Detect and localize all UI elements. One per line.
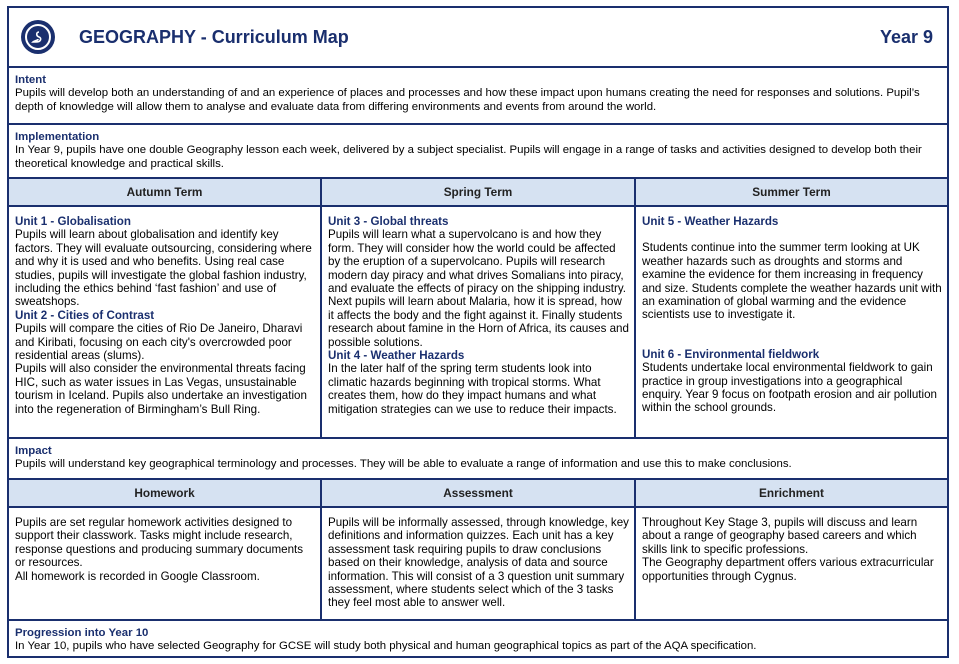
progression-heading: Progression into Year 10 bbox=[15, 627, 149, 639]
terms-body-row bbox=[9, 207, 947, 439]
page-header bbox=[9, 8, 947, 68]
impact-text: Pupils will understand key geographical terminology and processes. They will be able to evaluate a range of information and use this to make conclusions. bbox=[15, 458, 792, 471]
homework-header: Homework bbox=[9, 480, 322, 506]
homework-cell: Pupils are set regular homework activities designed to support their classwork. Tasks might include research, response questions and producing summary documents or resources. All homework is recorded in Google Classroom. bbox=[9, 508, 322, 619]
extras-header-row bbox=[9, 480, 947, 508]
impact-heading: Impact bbox=[15, 445, 52, 457]
unit-title: Unit 5 - Weather Hazards bbox=[642, 215, 779, 228]
implementation-heading: Implementation bbox=[15, 131, 100, 143]
assessment-cell: Pupils will be informally assessed, through knowledge, key definitions and information quizzes. Each unit has a key assessment task requiring pupils to draw conclusions based on their knowledge, analysis of data and source information. This will consist of a 3 question unit summary assessment, where students select which of the 3 tasks they feel most able to answer well. bbox=[322, 508, 636, 619]
intent-text: Pupils will develop both an understanding of and an experience of places and processes and how these impact upon humans creating the need for responses and solutions. Pupil’s depth of knowledge will allow them to analyse and evaluate data from differing environments and events from around the world. bbox=[15, 87, 920, 113]
intent-heading: Intent bbox=[15, 74, 47, 86]
curriculum-map bbox=[7, 6, 949, 658]
unit-title: Unit 6 - Environmental fieldwork bbox=[642, 347, 820, 361]
unit-title: Unit 4 - Weather Hazards bbox=[328, 349, 465, 363]
unit-text: Pupils will learn about globalisation and identify key factors. They will evaluate outsourcing, considering where and why it is used and who benefits. Using real case studies, pupils will investigate the global fashion industry, including the ethics behind ‘fast fashion’ and use of sweatshops. bbox=[15, 228, 312, 309]
spring-term-header: Spring Term bbox=[322, 179, 636, 205]
extras-body-row bbox=[9, 508, 947, 621]
unit-text: In the later half of the spring term students look into climatic hazards beginning with tropical storms. What creates them, how do they impact humans and what mitigation strategies can we use to reduce their impacts. bbox=[328, 362, 617, 416]
summer-term-header: Summer Term bbox=[752, 185, 831, 199]
page-title: GEOGRAPHY - Curriculum Map bbox=[79, 26, 349, 47]
assessment-header: Assessment bbox=[322, 480, 636, 506]
school-logo bbox=[21, 20, 55, 54]
impact-section bbox=[9, 439, 947, 480]
unit-text: Students continue into the summer term looking at UK weather hazards such as droughts and storms and examine the evidence for them increasing in frequency and size. Students complete the weather hazards unit with an examination of global warming and the evidence scientists use to investigate it. bbox=[642, 241, 942, 322]
enrichment-header: Enrichment bbox=[759, 486, 824, 500]
implementation-section bbox=[9, 125, 947, 179]
progression-text: In Year 10, pupils who have selected Geography for GCSE will study both physical and human geographical topics as part of the AQA specification. bbox=[15, 640, 757, 653]
spring-term-cell bbox=[322, 207, 636, 437]
unit-title: Unit 1 - Globalisation bbox=[15, 215, 131, 228]
unit-text: Pupils will learn what a supervolcano is and how they form. They will consider how the world could be affected by the eruption of a supervolcano. Pupils will research modern day piracy and what drives Somalians into piracy, and evaluate the effects of piracy on the shipping industry. Next pupils will learn about Malaria, how it is spread, how it affects the body and the fight against it. Finally students research about famine in the Horn of Africa, its causes and possible solutions. bbox=[328, 228, 629, 349]
intent-section bbox=[9, 68, 947, 125]
terms-header-row bbox=[9, 179, 947, 207]
swan-icon bbox=[25, 24, 51, 50]
implementation-text: In Year 9, pupils have one double Geography lesson each week, delivered by a subject specialist. Pupils will engage in a range of tasks and activities designed to develop both their theoretical knowledge and practical skills. bbox=[15, 144, 922, 170]
enrichment-cell: Throughout Key Stage 3, pupils will discuss and learn about a range of geography based careers and which skills link to specific professions. The Geography department offers various extracurricular opportunities through Cygnus. bbox=[642, 516, 934, 583]
summer-term-cell bbox=[636, 207, 947, 437]
year-label: Year 9 bbox=[879, 26, 933, 47]
autumn-term-cell bbox=[9, 207, 322, 437]
unit-title: Unit 2 - Cities of Contrast bbox=[15, 308, 155, 322]
unit-title: Unit 3 - Global threats bbox=[328, 215, 449, 228]
unit-text: Pupils will compare the cities of Rio De Janeiro, Dharavi and Kiribati, focusing on each city's overcrowded poor residential areas (slums). Pupils will also consider the environmental threats facing HIC, such as water issues in Las Vegas, unsustainable tourism in Iceland. Pupils also undertake an investigation into the regeneration of Birmingham’s Bull Ring. bbox=[15, 322, 307, 416]
progression-section bbox=[9, 621, 947, 658]
unit-text: Students undertake local environmental fieldwork to gain practice in group investigations into a geographical enquiry. Year 9 focus on footpath erosion and air pollution within the school grounds. bbox=[642, 361, 937, 415]
autumn-term-header: Autumn Term bbox=[9, 179, 322, 205]
